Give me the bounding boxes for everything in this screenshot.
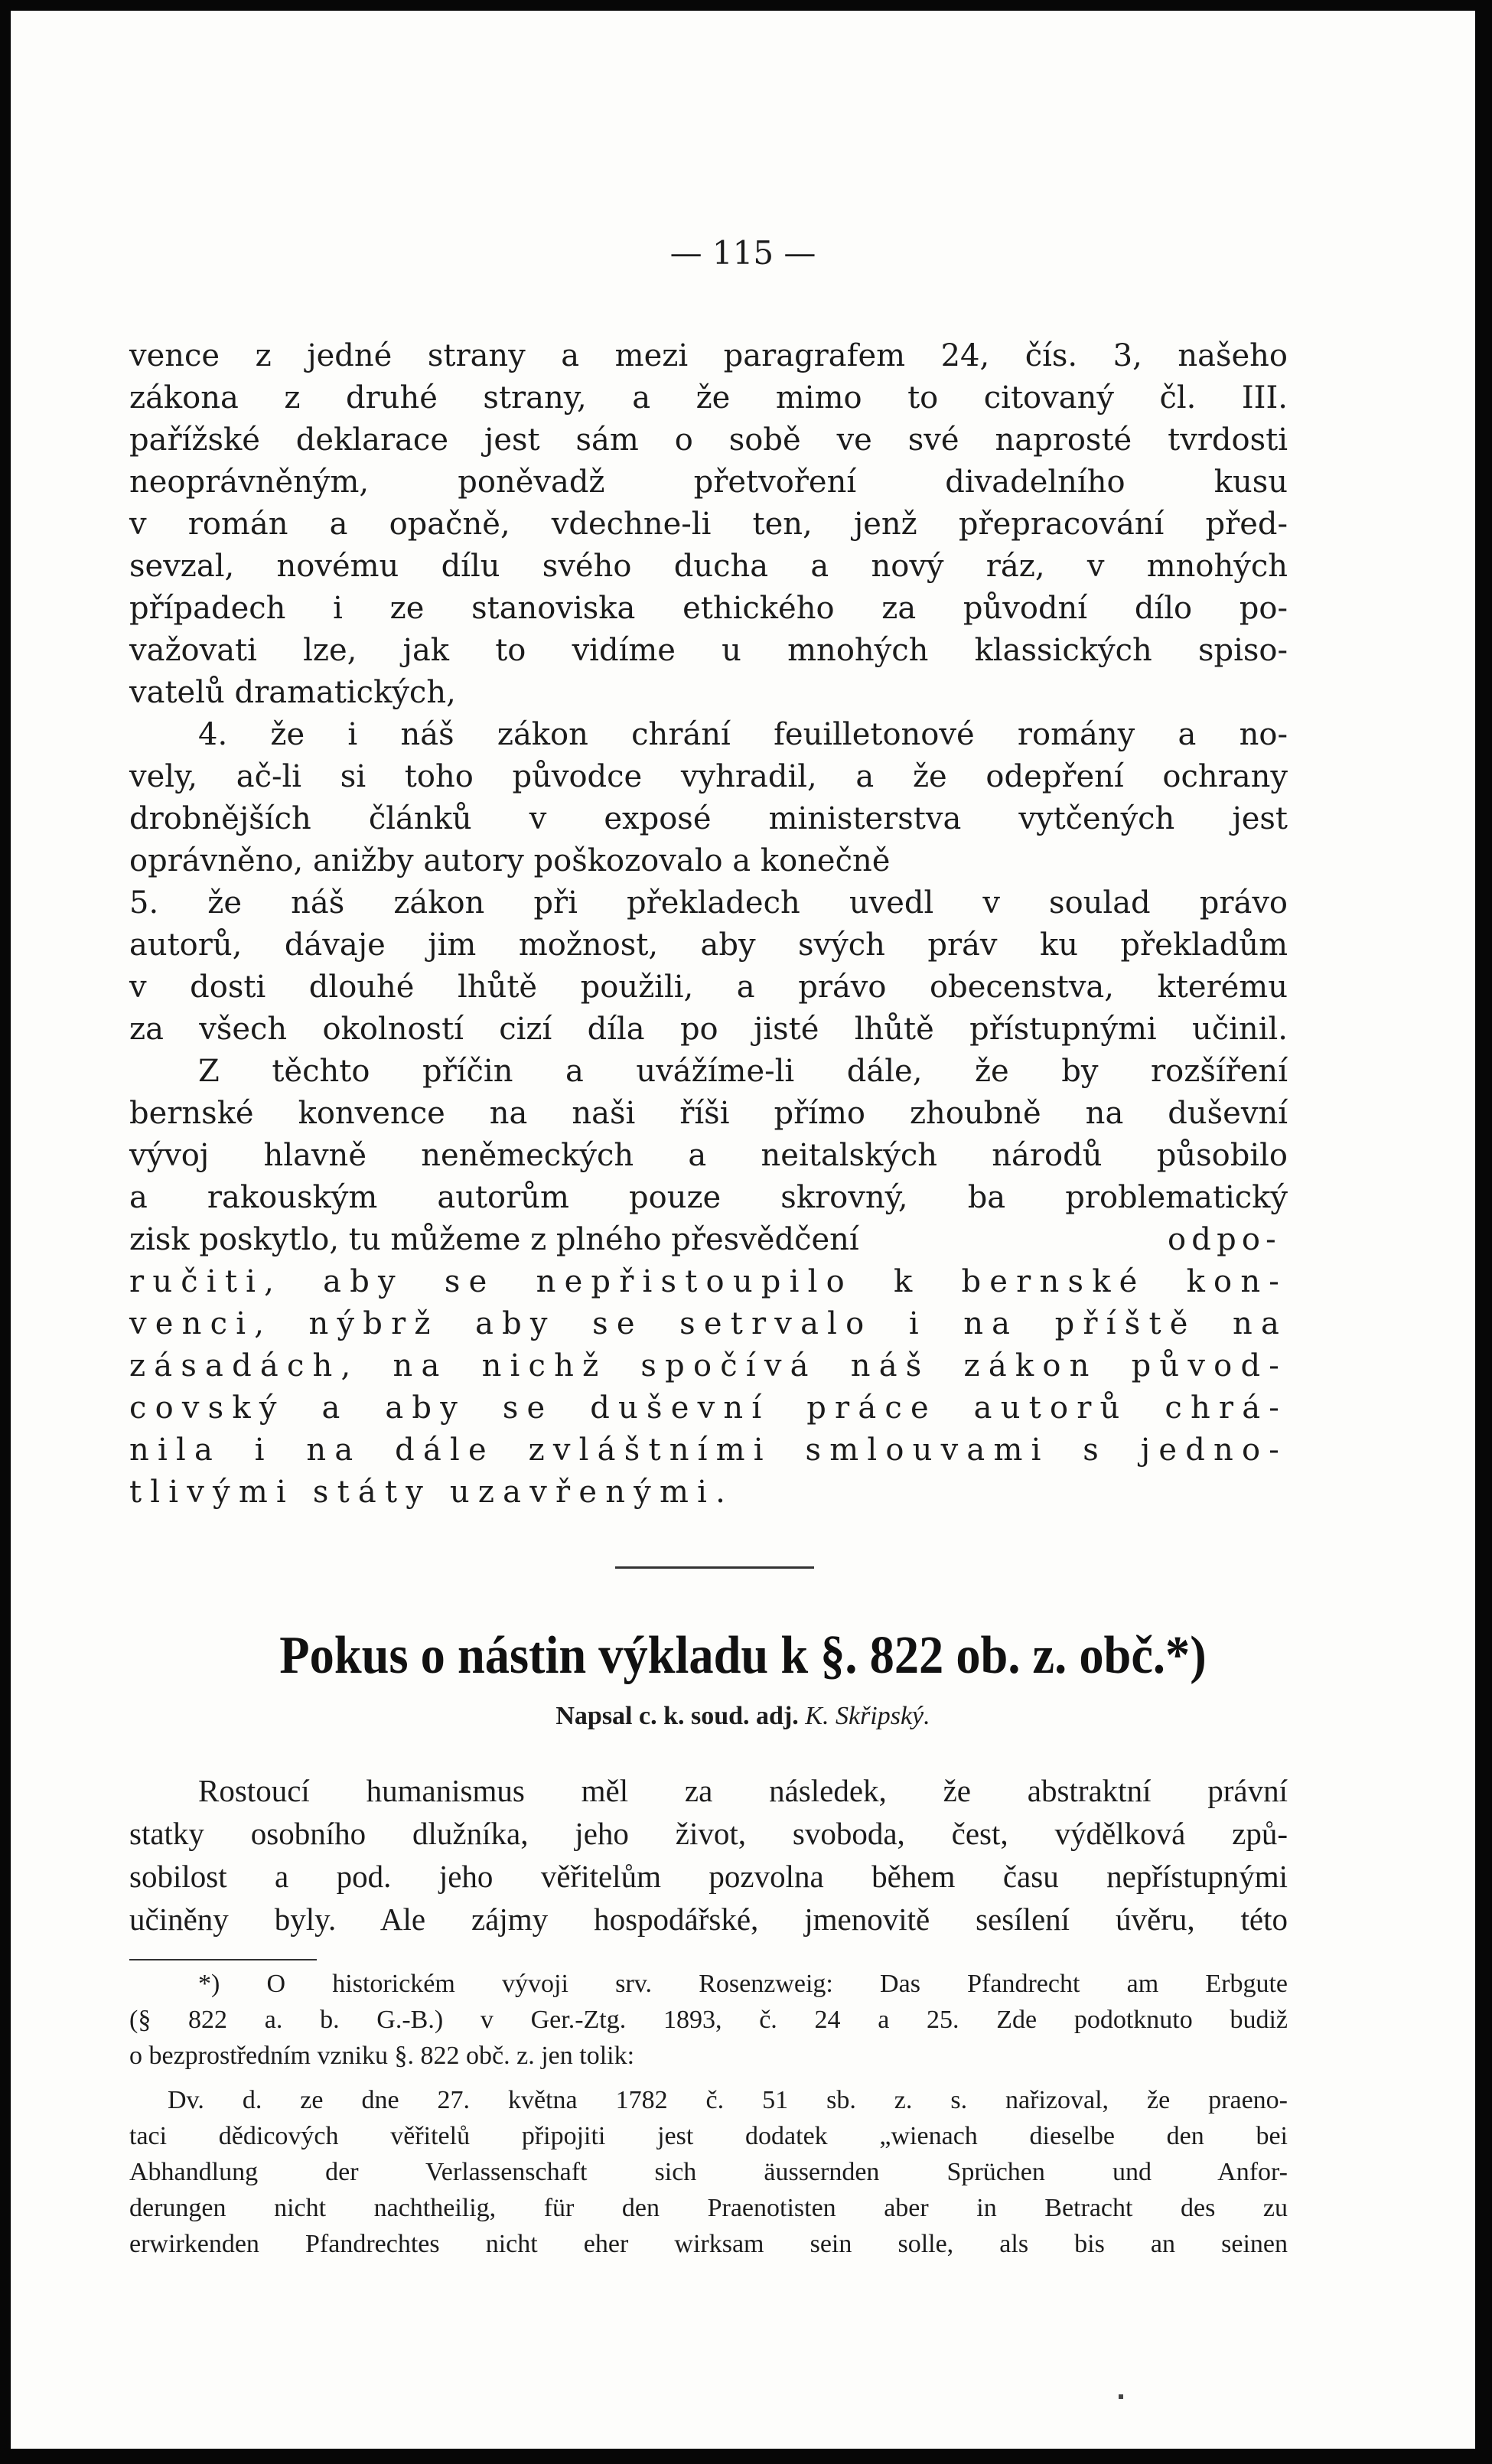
author-name: K. Skřipský.: [805, 1702, 930, 1730]
footnote-line: taci dědicových věřitelů připojiti jest dodatek „wienach dieselbe den bei: [129, 2122, 1288, 2150]
author-prefix: Napsal c. k. soud. adj.: [555, 1702, 799, 1730]
emphasis-line: ručiti, aby se nepřistoupilo k bernské kon-: [129, 1264, 1288, 1299]
text-line: sobilost a pod. jeho věřitelům pozvolna během času nepřístupnými: [129, 1859, 1288, 1894]
article-byline: [11, 1702, 1475, 1731]
article-title: Pokus o nástin výkladu k §. 822 ob. z. obč.*): [279, 1626, 1207, 1685]
text-line: 4. že i náš zákon chrání feuilletonové romány a no-: [198, 717, 1288, 752]
text-line: 5. že náš zákon při překladech uvedl v soulad právo: [129, 885, 1288, 921]
section-divider: [615, 1566, 814, 1569]
text-line: Rostoucí humanismus měl za následek, že abstraktní právní: [198, 1773, 1288, 1808]
text-line: a rakouským autorům pouze skrovný, ba problematický: [129, 1180, 1288, 1215]
emphasis-line: nila i na dále zvláštními smlouvami s jedno-: [129, 1432, 1288, 1468]
text-line: drobnějších článků v exposé ministerstva vytčených jest: [129, 801, 1288, 836]
text-line: v román a opačně, vdechne-li ten, jenž přepracování před-: [129, 507, 1288, 542]
page: [11, 11, 1475, 2449]
print-speck: [1119, 2394, 1123, 2399]
text-line: oprávněno, anižby autory poškozovalo a konečně: [129, 843, 891, 878]
text-line: v dosti dlouhé lhůtě použili, a právo obecenstva, kterému: [129, 970, 1288, 1005]
footnote-line: Dv. d. ze dne 27. května 1782 č. 51 sb. z. s. nařizoval, že praeno-: [168, 2086, 1288, 2114]
footnote-rule: [129, 1959, 317, 1960]
text-line: zisk poskytlo, tu můžeme z plného přesvědčení: [129, 1222, 859, 1257]
emphasis-line: covský a aby se duševní práce autorů chrá-: [129, 1390, 1288, 1426]
text-line: případech i ze stanoviska ethického za původní dílo po-: [129, 591, 1288, 626]
text-line: za všech okolností cizí díla po jisté lhůtě přístupnými učinil.: [129, 1012, 1288, 1047]
text-line: statky osobního dlužníka, jeho život, svoboda, čest, výdělková způ-: [129, 1816, 1288, 1851]
text-line: sevzal, novému dílu svého ducha a nový ráz, v mnohých: [129, 549, 1288, 584]
text-line: vatelů dramatických,: [129, 675, 456, 710]
emphasis-line: venci, nýbrž aby se setrvalo i na příště na: [129, 1306, 1288, 1341]
text-line: važovati lze, jak to vidíme u mnohých klassických spiso-: [129, 633, 1288, 668]
emphasis-text: odpo-: [1168, 1222, 1282, 1257]
text-line: vývoj hlavně neněmeckých a neitalských národů působilo: [129, 1138, 1288, 1173]
text-line: zákona z druhé strany, a že mimo to citovaný čl. III.: [129, 380, 1288, 416]
footnote-line: derungen nicht nachtheilig, für den Praenotisten aber in Betracht des zu: [129, 2194, 1288, 2222]
text-line: autorů, dávaje jim možnost, aby svých práv ku překladům: [129, 927, 1288, 963]
text-line: neoprávněným, poněvadž přetvoření divadelního kusu: [129, 464, 1288, 500]
emphasis-line: tlivými státy uzavřenými.: [129, 1475, 734, 1510]
footnote-line: *) O historickém vývoji srv. Rosenzweig: Das Pfandrecht am Erbgute: [198, 1970, 1288, 1998]
text-line: bernské konvence na naši říši přímo zhoubně na duševní: [129, 1096, 1288, 1131]
text-line: pařížské deklarace jest sám o sobě ve své naprosté tvrdosti: [129, 422, 1288, 458]
text-line: Z těchto příčin a uvážíme-li dále, že by rozšíření: [198, 1054, 1288, 1089]
text-line: vence z jedné strany a mezi paragrafem 24, čís. 3, našeho: [129, 338, 1288, 373]
footnote-line: erwirkenden Pfandrechtes nicht eher wirksam sein solle, als bis an seinen: [129, 2230, 1288, 2258]
text-line: učiněny byly. Ale zájmy hospodářské, jmenovitě sesílení úvěru, této: [129, 1902, 1288, 1937]
footnote-line: (§ 822 a. b. G.-B.) v Ger.-Ztg. 1893, č. 24 a 25. Zde podotknuto budiž: [129, 2006, 1288, 2034]
footnote-line: o bezprostředním vzniku §. 822 obč. z. jen tolik:: [129, 2042, 635, 2070]
emphasis-line: zásadách, na nichž spočívá náš zákon původ-: [129, 1348, 1288, 1384]
page-number: — 115 —: [669, 234, 816, 272]
footnote-line: Abhandlung der Verlassenschaft sich äussernden Sprüchen und Anfor-: [129, 2158, 1288, 2186]
text-line: vely, ač-li si toho původce vyhradil, a že odepření ochrany: [129, 759, 1288, 794]
